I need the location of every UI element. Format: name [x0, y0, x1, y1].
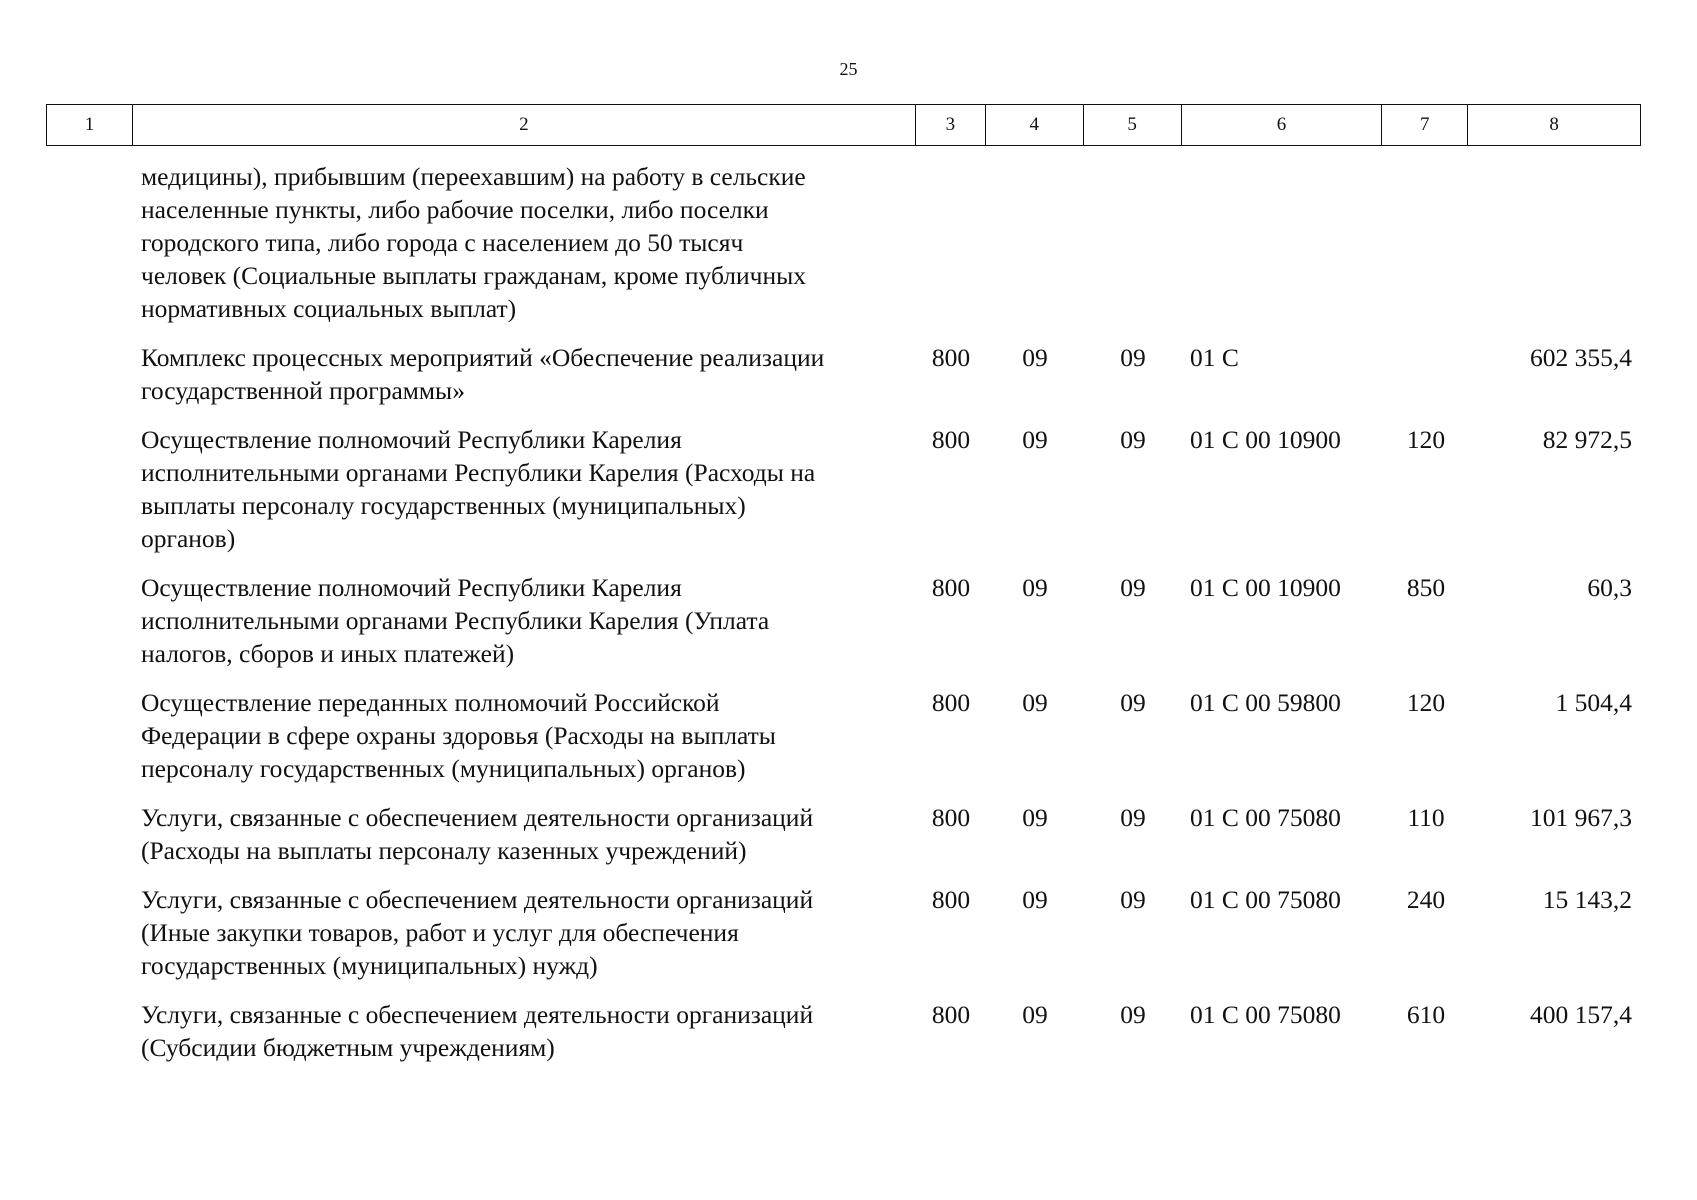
chapter-code: 800 [931, 885, 971, 914]
description-line: исполнительными органами Республики Карелия (Расходы на [141, 458, 816, 487]
table-row [46, 998, 1641, 1064]
target-article-code: 01 С 00 59800 [1190, 688, 1341, 717]
section-code: 09 [1022, 573, 1048, 602]
table-row [46, 160, 1641, 325]
expense-type-code: 120 [1406, 688, 1446, 717]
page-number: 25 [839, 59, 858, 79]
description-line: налогов, сборов и иных платежей) [141, 639, 515, 668]
expense-type-code [1383, 160, 1469, 325]
table-row [46, 571, 1641, 670]
target-article-code: 01 С 00 75080 [1190, 1000, 1341, 1029]
description-line: Услуги, связанные с обеспечением деятельности организаций [141, 1000, 814, 1029]
amount: 101 967,3 [1530, 803, 1632, 832]
description-line: (Иные закупки товаров, работ и услуг для обеспечения [141, 918, 739, 947]
table-row [46, 883, 1641, 982]
description-line: государственной программы» [141, 376, 465, 405]
section-code: 09 [1022, 803, 1048, 832]
chapter-code: 800 [931, 425, 971, 454]
chapter-code: 800 [931, 688, 971, 717]
expense-type-code: 850 [1406, 573, 1446, 602]
description-line: (Расходы на выплаты персоналу казенных учреждений) [141, 836, 747, 865]
row-description [132, 423, 916, 555]
description-line: человек (Социальные выплаты гражданам, кроме публичных [141, 261, 807, 290]
section-code: 09 [1022, 688, 1048, 717]
description-line: Услуги, связанные с обеспечением деятельности организаций [141, 803, 814, 832]
expense-type-code: 110 [1407, 803, 1445, 832]
row-description [132, 801, 916, 867]
subsection-code: 09 [1120, 1000, 1146, 1029]
amount: 1 504,4 [1555, 688, 1632, 717]
column-header-6: 6 [1182, 105, 1383, 145]
description-line: Федерации в сфере охраны здоровья (Расходы на выплаты [141, 721, 776, 750]
target-article-code: 01 С [1190, 343, 1239, 372]
table-row [46, 686, 1641, 785]
description-line: исполнительными органами Республики Карелия (Уплата [141, 606, 770, 635]
amount: 60,3 [1587, 573, 1632, 602]
table-row [46, 801, 1641, 867]
target-article-code [1182, 160, 1383, 325]
amount: 400 157,4 [1530, 1000, 1632, 1029]
column-header-1: 1 [47, 105, 133, 145]
amount: 15 143,2 [1542, 885, 1632, 914]
expense-type-code: 610 [1406, 1000, 1446, 1029]
table-body [46, 160, 1641, 1080]
amount: 602 355,4 [1530, 343, 1632, 372]
subsection-code: 09 [1120, 803, 1146, 832]
description-line: (Субсидии бюджетным учреждениям) [141, 1033, 555, 1062]
chapter-code: 800 [931, 573, 971, 602]
section-code: 09 [1022, 343, 1048, 372]
row-description [132, 998, 916, 1064]
column-header-2: 2 [133, 105, 916, 145]
row-description [132, 341, 916, 407]
row-description [132, 883, 916, 982]
description-line: Осуществление полномочий Республики Карелия [141, 573, 682, 602]
subsection-code: 09 [1120, 688, 1146, 717]
amount: 82 972,5 [1542, 425, 1632, 454]
column-header-8: 8 [1549, 114, 1559, 135]
subsection-code: 09 [1120, 573, 1146, 602]
description-line: Осуществление полномочий Республики Карелия [141, 425, 682, 454]
expense-type-code: 240 [1406, 885, 1446, 914]
description-line: органов) [141, 524, 236, 553]
subsection-code [1084, 160, 1182, 325]
description-line: Комплекс процессных мероприятий «Обеспечение реализации [141, 343, 825, 372]
table-header-row [46, 104, 1641, 146]
target-article-code: 01 С 00 10900 [1190, 425, 1341, 454]
subsection-code: 09 [1120, 425, 1146, 454]
target-article-code: 01 С 00 10900 [1190, 573, 1341, 602]
expense-type-code: 120 [1406, 425, 1446, 454]
section-code: 09 [1022, 425, 1048, 454]
column-header-3: 3 [916, 105, 986, 145]
chapter-code: 800 [931, 343, 971, 372]
description-line: населенные пункты, либо рабочие поселки, либо поселки [141, 195, 769, 224]
amount [1469, 160, 1641, 325]
column-header-7: 7 [1382, 105, 1468, 145]
description-line: выплаты персоналу государственных (муниципальных) [141, 491, 746, 520]
description-line: государственных (муниципальных) нужд) [141, 951, 598, 980]
chapter-code: 800 [931, 1000, 971, 1029]
table-row [46, 423, 1641, 555]
subsection-code: 09 [1120, 343, 1146, 372]
subsection-code: 09 [1120, 885, 1146, 914]
description-line: Услуги, связанные с обеспечением деятельности организаций [141, 885, 814, 914]
chapter-code [916, 160, 986, 325]
description-line: медицины), прибывшим (переехавшим) на работу в сельские [141, 162, 806, 191]
row-description [132, 160, 916, 325]
column-header-4: 4 [986, 105, 1084, 145]
section-code [986, 160, 1084, 325]
description-line: нормативных социальных выплат) [141, 294, 517, 323]
description-line: Осуществление переданных полномочий Российской [141, 688, 720, 717]
description-line: персоналу государственных (муниципальных) органов) [141, 754, 746, 783]
row-description [132, 571, 916, 670]
target-article-code: 01 С 00 75080 [1190, 803, 1341, 832]
description-line: городского типа, либо города с населением до 50 тысяч [141, 228, 744, 257]
section-code: 09 [1022, 1000, 1048, 1029]
expense-type-code [1383, 341, 1469, 407]
target-article-code: 01 С 00 75080 [1190, 885, 1341, 914]
section-code: 09 [1022, 885, 1048, 914]
table-row [46, 341, 1641, 407]
column-header-5: 5 [1084, 105, 1182, 145]
row-description [132, 686, 916, 785]
chapter-code: 800 [931, 803, 971, 832]
